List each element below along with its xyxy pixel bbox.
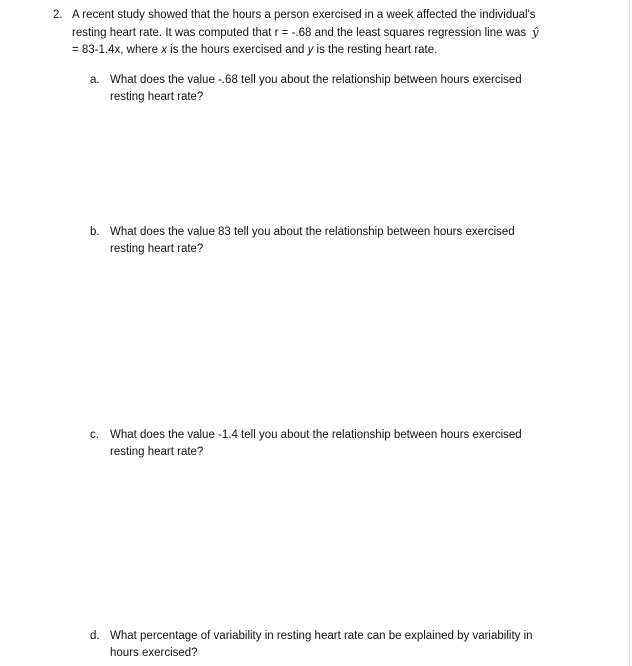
part-b-text [110,224,540,258]
part-d-line-2: hours exercised? [110,647,198,659]
part-a-line-2: resting heart rate? [110,91,204,103]
question-line-1: A recent study showed that the hours a person exercised in a week affected the individual's [72,9,536,21]
part-b-line-1: What does the value 83 tell you about the relationship between hours exercised [110,226,515,238]
part-a-text [110,72,540,106]
part-d-line-1: What percentage of variability in resting heart rate can be explained by variability in [110,630,533,642]
part-c-label: c. [90,429,99,441]
question-line-2 [72,24,558,42]
part-a-line-1: What does the value -.68 tell you about the relationship between hours exercised [110,74,522,86]
part-c-line-2: resting heart rate? [110,446,204,458]
part-a-label: a. [90,74,100,86]
equation-text: = 83-1.4x, where [72,44,162,56]
part-c-line-1: What does the value -1.4 tell you about the relationship between hours exercised [110,429,522,441]
part-d-text [110,628,540,662]
part-d-label: d. [90,630,100,642]
part-c-text [110,427,540,461]
page-edge [629,0,630,666]
variable-y: y [307,44,314,56]
variable-x: x [161,44,167,56]
y-hat-symbol: ŷ [532,25,539,39]
equation-end-text: is the resting heart rate. [313,44,438,56]
question-line-3 [72,42,558,59]
question-stem [72,7,558,59]
part-b-line-2: resting heart rate? [110,243,204,255]
part-b-label: b. [90,226,100,238]
equation-mid-text: is the hours exercised and [166,44,308,56]
question-number: 2. [53,9,63,21]
question-line-2-text: resting heart rate. It was computed that r = -.68 and the least squares regression line was [72,27,527,39]
